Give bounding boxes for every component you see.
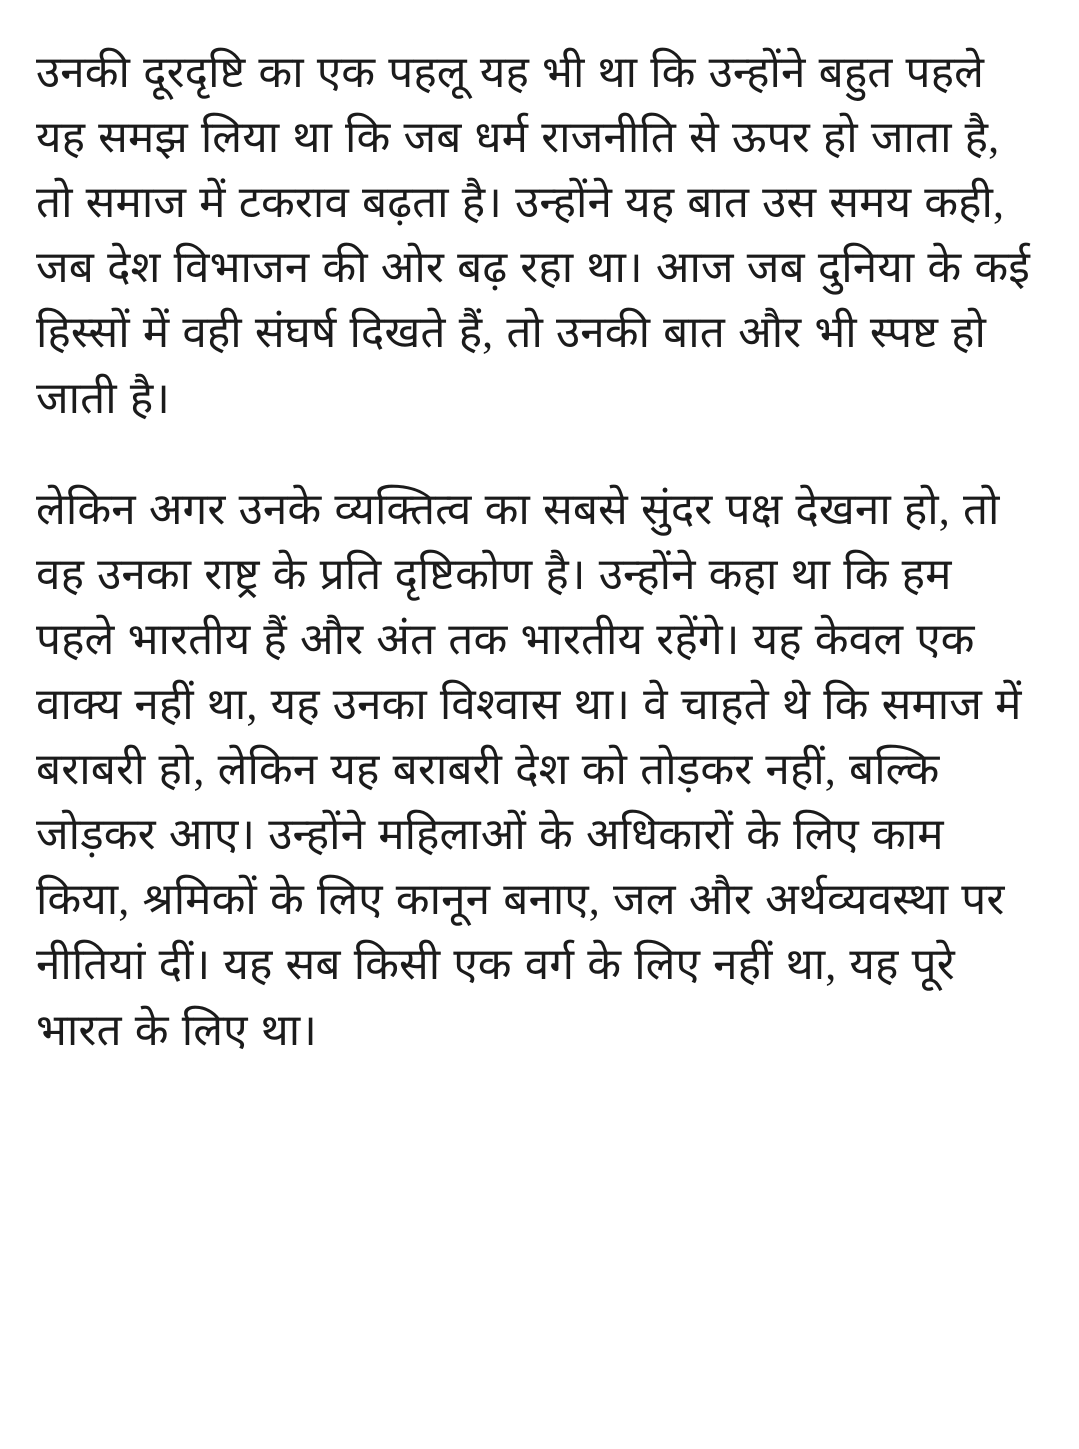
- article-body: [36, 40, 1043, 1063]
- article-paragraph: उनकी दूरदृष्टि का एक पहलू यह भी था कि उन्होंने बहुत पहले यह समझ लिया था कि जब धर्म राजनीति से ऊपर हो जाता है, तो समाज में टकराव बढ़ता है। उन्होंने यह बात उस समय कही, जब देश विभाजन की ओर बढ़ रहा था। आज जब दुनिया के कई हिस्सों में वही संघर्ष दिखते हैं, तो उनकी बात और भी स्पष्ट हो जाती है।: [36, 48, 1030, 423]
- article-paragraph: लेकिन अगर उनके व्यक्तित्व का सबसे सुंदर पक्ष देखना हो, तो वह उनका राष्ट्र के प्रति दृष्टिकोण है। उन्होंने कहा था कि हम पहले भारतीय हैं और अंत तक भारतीय रहेंगे। यह केवल एक वाक्य नहीं था, यह उनका विश्वास था। वे चाहते थे कि समाज में बराबरी हो, लेकिन यह बराबरी देश को तोड़कर नहीं, बल्कि जोड़कर आए। उन्होंने महिलाओं के अधिकारों के लिए काम किया, श्रमिकों के लिए कानून बनाए, जल और अर्थव्यवस्था पर नीतियां दीं। यह सब किसी एक वर्ग के लिए नहीं था, यह पूरे भारत के लिए था।: [36, 484, 1022, 1055]
